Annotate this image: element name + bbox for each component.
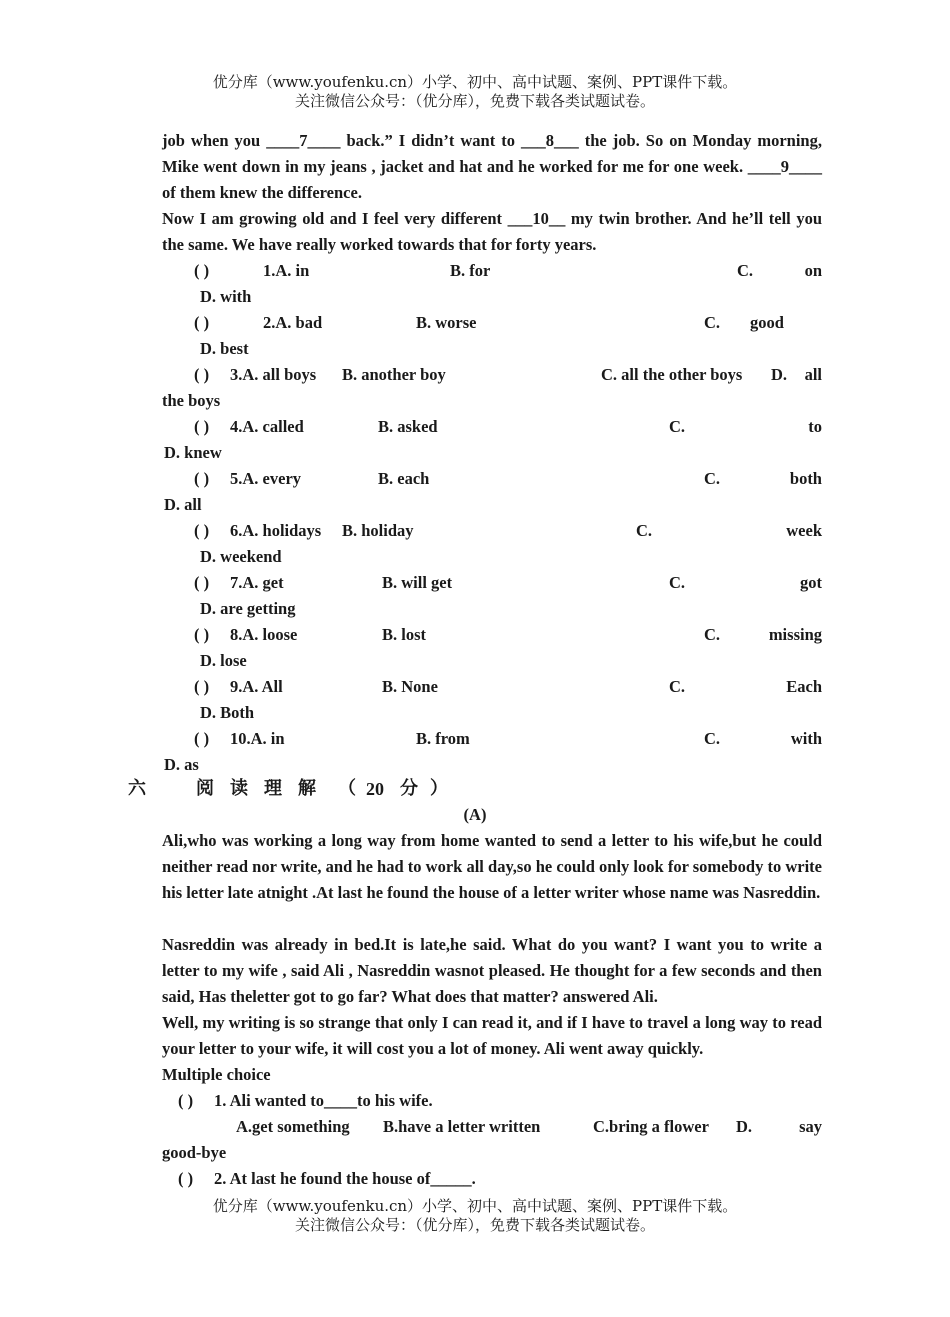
section-title-char: 理 bbox=[264, 778, 282, 799]
option-d: D. Both bbox=[200, 703, 255, 722]
header-line-1: 优分库（www.youfenku.cn）小学、初中、高中试题、案例、PPT课件下载。 bbox=[212, 73, 738, 91]
header-line-2: 关注微信公众号：（优分库），免费下载各类试题试卷。 bbox=[294, 92, 655, 110]
section-score: 20 bbox=[366, 779, 384, 799]
option-d: D. weekend bbox=[200, 547, 282, 566]
reading-question-2 bbox=[0, 1166, 950, 1192]
option-d: D. best bbox=[200, 339, 249, 358]
question-text: 1. Ali wanted to____to his wife. bbox=[214, 1091, 433, 1110]
option-d: all bbox=[804, 365, 822, 384]
option-c: with bbox=[790, 729, 822, 748]
option-b: B. worse bbox=[416, 313, 477, 332]
option-d-continued: good-bye bbox=[162, 1143, 227, 1162]
option-d: D. knew bbox=[164, 443, 222, 462]
option-c-label: C. bbox=[704, 625, 721, 644]
option-a: 4.A. called bbox=[230, 417, 304, 436]
cloze-question-9 bbox=[0, 674, 950, 700]
option-b: B. holiday bbox=[342, 521, 414, 540]
cloze-question-1 bbox=[0, 258, 950, 284]
option-c: to bbox=[808, 417, 822, 436]
footer-line-1: 优分库（www.youfenku.cn）小学、初中、高中试题、案例、PPT课件下载。 bbox=[212, 1197, 738, 1215]
section-title-char: 解 bbox=[298, 778, 316, 799]
reading-paragraph-1: Ali,who was working a long way from home wanted to send a letter to his wife,but he could neither read nor write, and he had to work all day,so he could only look for somebody to write his letter late atnight .At last he found the house of a letter writer whose name was Nasreddin. bbox=[162, 831, 822, 902]
option-d-continued: the boys bbox=[162, 391, 221, 410]
answer-blank[interactable]: ( ) bbox=[178, 1169, 194, 1188]
option-b: B. another boy bbox=[342, 365, 446, 384]
option-b: B. lost bbox=[382, 625, 427, 644]
answer-blank[interactable]: ( ) bbox=[194, 573, 210, 592]
cloze-question-7 bbox=[0, 570, 950, 596]
reading-paragraph-2: Nasreddin was already in bed.It is late,he said. What do you want? I want you to write a letter to my wife , said Ali , Nasreddin wasnot pleased. He thought for a few seconds and then said, Has theletter got to go far? What does that matter? answered Ali. bbox=[162, 935, 822, 1006]
answer-blank[interactable]: ( ) bbox=[194, 729, 210, 748]
option-b: B.have a letter written bbox=[383, 1117, 541, 1136]
option-a: 10.A. in bbox=[230, 729, 285, 748]
option-a: 7.A. get bbox=[230, 573, 284, 592]
cloze-question-10 bbox=[0, 726, 950, 752]
option-b: B. will get bbox=[382, 573, 453, 592]
cloze-question-4 bbox=[0, 414, 950, 440]
cloze-question-2 bbox=[0, 310, 950, 336]
cloze-question-8 bbox=[0, 622, 950, 648]
option-c: missing bbox=[768, 625, 822, 644]
option-b: B. each bbox=[378, 469, 430, 488]
answer-blank[interactable]: ( ) bbox=[178, 1091, 194, 1110]
option-d: D. with bbox=[200, 287, 252, 306]
option-b: B. None bbox=[382, 677, 438, 696]
option-a: 6.A. holidays bbox=[230, 521, 322, 540]
option-c-label: C. bbox=[737, 261, 754, 280]
option-d: say bbox=[799, 1117, 822, 1136]
section-title-char: （ bbox=[338, 778, 356, 799]
option-c: week bbox=[786, 521, 822, 540]
section-title-char: 阅 bbox=[196, 778, 214, 799]
option-a: 1.A. in bbox=[263, 261, 310, 280]
answer-blank[interactable]: ( ) bbox=[194, 625, 210, 644]
answer-blank[interactable]: ( ) bbox=[194, 521, 210, 540]
option-c: Each bbox=[786, 677, 822, 696]
option-c-label: C. bbox=[669, 573, 686, 592]
option-c: got bbox=[800, 573, 822, 592]
option-d: D. lose bbox=[200, 651, 247, 670]
option-c-label: C. bbox=[704, 469, 721, 488]
option-c: on bbox=[804, 261, 822, 280]
reading-question-1 bbox=[0, 1088, 950, 1114]
cloze-paragraph-1: job when you ____7____ back.” I didn’t want to ___8___ the job. So on Monday morning, Mike went down in my jeans , jacket and hat and he worked for me for one week. ____9____ of them knew the difference. bbox=[162, 131, 822, 202]
answer-blank[interactable]: ( ) bbox=[194, 365, 210, 384]
option-a: A.get something bbox=[236, 1117, 350, 1136]
answer-blank[interactable]: ( ) bbox=[194, 313, 210, 332]
section-title-char: 读 bbox=[230, 778, 248, 799]
cloze-paragraph-2: Now I am growing old and I feel very different ___10__ my twin brother. And he’ll tell you the same. We have really worked towards that for forty years. bbox=[162, 209, 822, 254]
cloze-question-6 bbox=[0, 518, 950, 544]
option-b: B. for bbox=[450, 261, 491, 280]
answer-blank[interactable]: ( ) bbox=[194, 417, 210, 436]
option-c-label: C. bbox=[669, 677, 686, 696]
answer-blank[interactable]: ( ) bbox=[194, 469, 210, 488]
option-c-label: C. bbox=[704, 729, 721, 748]
option-a: 2.A. bad bbox=[263, 313, 323, 332]
answer-blank[interactable]: ( ) bbox=[194, 261, 210, 280]
option-b: B. asked bbox=[378, 417, 438, 436]
multiple-choice-heading: Multiple choice bbox=[162, 1065, 271, 1084]
option-d: D. all bbox=[164, 495, 202, 514]
option-a: 5.A. every bbox=[230, 469, 302, 488]
option-c: good bbox=[750, 313, 784, 332]
option-d-label: D. bbox=[771, 365, 788, 384]
option-a: 8.A. loose bbox=[230, 625, 298, 644]
section-title-char: 分 bbox=[400, 778, 418, 799]
option-d: D. as bbox=[164, 755, 199, 774]
option-c: C.bring a flower bbox=[593, 1117, 709, 1136]
reading-question-1-options bbox=[0, 1114, 950, 1140]
option-a: 9.A. All bbox=[230, 677, 283, 696]
question-text: 2. At last he found the house of_____. bbox=[214, 1169, 476, 1188]
passage-label: (A) bbox=[463, 805, 487, 824]
reading-paragraph-3: Well, my writing is so strange that only I can read it, and if I have to travel a long way to read your letter to your wife, it will cost you a lot of money. Ali went away quickly. bbox=[162, 1013, 822, 1058]
option-b: B. from bbox=[416, 729, 470, 748]
cloze-question-5 bbox=[0, 466, 950, 492]
option-c-label: C. bbox=[669, 417, 686, 436]
option-c: C. all the other boys bbox=[601, 365, 743, 384]
option-d: D. are getting bbox=[200, 599, 296, 618]
answer-blank[interactable]: ( ) bbox=[194, 677, 210, 696]
option-c-label: C. bbox=[636, 521, 653, 540]
footer-line-2: 关注微信公众号：（优分库），免费下载各类试题试卷。 bbox=[294, 1216, 655, 1234]
section-title-char: ） bbox=[430, 778, 448, 799]
option-a: 3.A. all boys bbox=[230, 365, 317, 384]
cloze-question-3 bbox=[0, 362, 950, 388]
option-d-label: D. bbox=[736, 1117, 753, 1136]
section-number: 六 bbox=[128, 778, 146, 799]
option-c: both bbox=[789, 469, 822, 488]
option-c-label: C. bbox=[704, 313, 721, 332]
